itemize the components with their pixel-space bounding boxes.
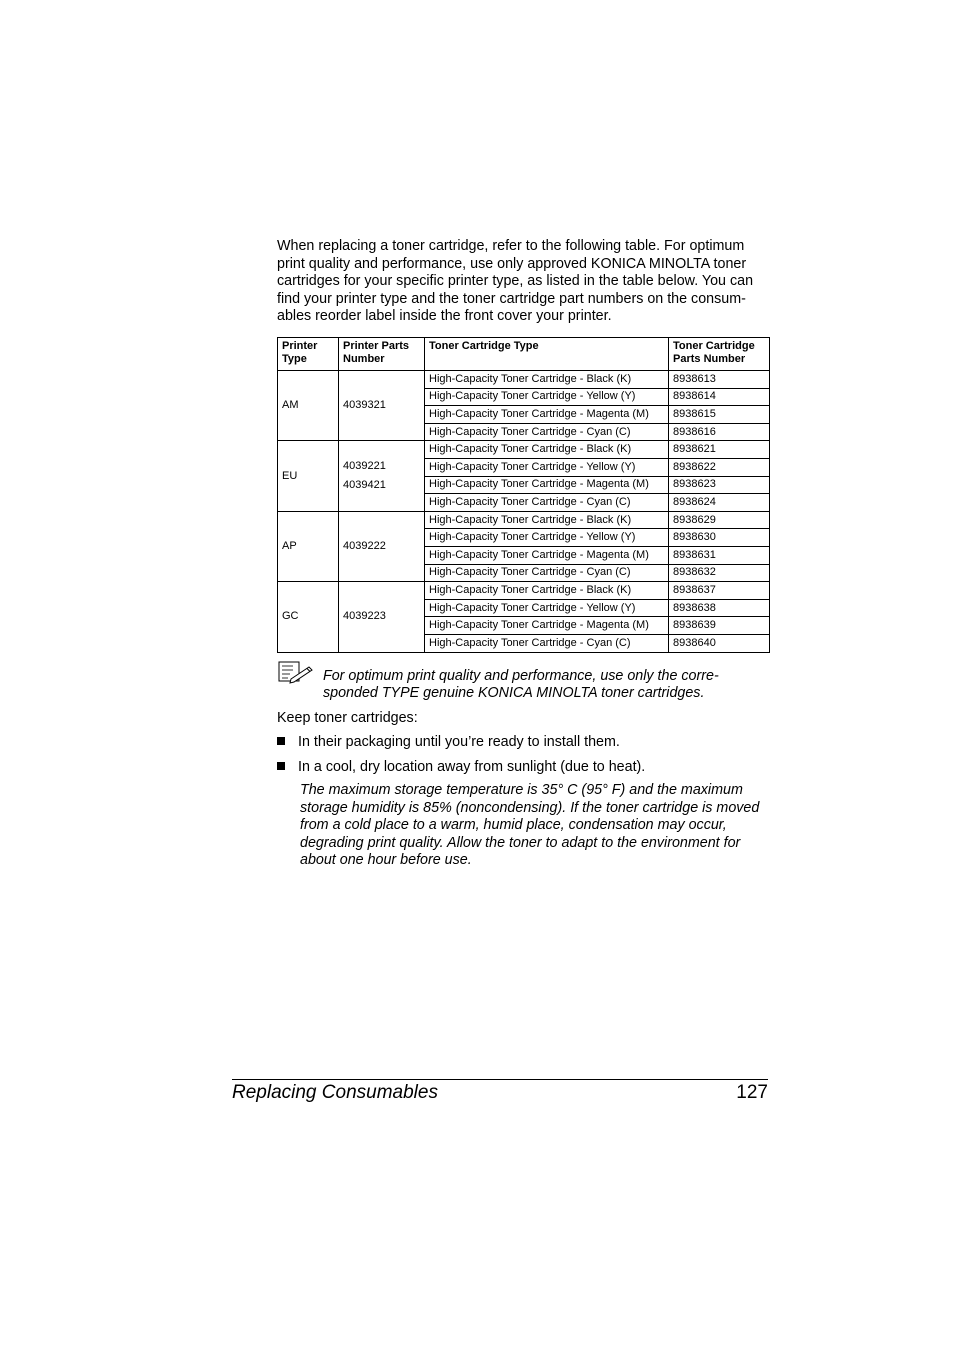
toner-cartridge-type-cell: High-Capacity Toner Cartridge - Magenta (M): [425, 617, 669, 635]
bullet-item: [277, 759, 645, 776]
toner-cartridge-part-number-cell: 8938614: [669, 388, 770, 406]
toner-cartridge-type-cell: High-Capacity Toner Cartridge - Yellow (Y): [425, 529, 669, 547]
toner-cartridge-type-cell: High-Capacity Toner Cartridge - Cyan (C): [425, 634, 669, 652]
storage-note: The maximum storage temperature is 35° C (95° F) and the maximum storage humidity is 85% (noncondensing). If the toner cartridge is moved from a cold place to a warm, humid place, condensation may occur, degrading print quality. Allow the toner to adapt to the environment for about one hour before use.: [300, 782, 760, 868]
printer-parts-number: 4039221: [343, 460, 386, 473]
footer-page-number: 127: [736, 1082, 768, 1103]
table-header-row: [278, 338, 770, 371]
printer-parts-number-cell: [339, 582, 425, 652]
printer-parts-number: 4039421: [343, 479, 386, 492]
printer-parts-number-cell: [339, 371, 425, 441]
toner-cartridge-type-cell: High-Capacity Toner Cartridge - Magenta (M): [425, 406, 669, 424]
table-row: [278, 441, 770, 459]
toner-cartridge-part-number-cell: 8938622: [669, 458, 770, 476]
intro-paragraph: When replacing a toner cartridge, refer to the following table. For optimum print quality and performance, use only approved KONICA MINOLTA toner cartridges for your specific printer type, as listed in the table below. You can find your printer type and the toner cartridge part numbers on the consum-ables reorder label inside the front cover your printer.: [277, 238, 754, 325]
toner-cartridge-part-number-cell: 8938615: [669, 406, 770, 424]
toner-cartridge-part-number-cell: 8938623: [669, 476, 770, 494]
toner-cartridge-part-number-cell: 8938621: [669, 441, 770, 459]
keep-heading: Keep toner cartridges:: [277, 710, 418, 726]
bullet-item: [277, 734, 620, 751]
toner-cartridge-part-number-cell: 8938632: [669, 564, 770, 582]
toner-cartridge-part-number-cell: 8938629: [669, 511, 770, 529]
table-row: [278, 371, 770, 389]
toner-cartridge-type-cell: High-Capacity Toner Cartridge - Cyan (C): [425, 564, 669, 582]
toner-cartridge-type-cell: High-Capacity Toner Cartridge - Yellow (Y): [425, 599, 669, 617]
toner-cartridge-type-cell: High-Capacity Toner Cartridge - Black (K): [425, 582, 669, 600]
toner-cartridge-table: [277, 337, 770, 653]
table-body: [278, 371, 770, 653]
printer-parts-number: 4039223: [343, 610, 386, 623]
note-text: For optimum print quality and performance, use only the corre-sponded TYPE genuine KONICA MINOLTA toner cartridges.: [323, 668, 719, 702]
bullet-text: In their packaging until you’re ready to install them.: [298, 734, 620, 750]
toner-cartridge-part-number-cell: 8938640: [669, 634, 770, 652]
toner-cartridge-part-number-cell: 8938631: [669, 546, 770, 564]
note-pencil-icon: [278, 661, 314, 685]
printer-type-cell: GC: [278, 582, 339, 652]
toner-cartridge-part-number-cell: 8938624: [669, 494, 770, 512]
toner-cartridge-type-cell: High-Capacity Toner Cartridge - Yellow (Y): [425, 458, 669, 476]
printer-type-cell: AM: [278, 371, 339, 441]
toner-cartridge-part-number-cell: 8938638: [669, 599, 770, 617]
toner-cartridge-type-cell: High-Capacity Toner Cartridge - Black (K): [425, 511, 669, 529]
toner-cartridge-type-cell: High-Capacity Toner Cartridge - Magenta (M): [425, 546, 669, 564]
bullet-text: In a cool, dry location away from sunlight (due to heat).: [298, 759, 646, 775]
header-toner-cartridge-parts-number: Toner Cartridge Parts Number: [669, 338, 770, 371]
table-row: [278, 511, 770, 529]
toner-cartridge-type-cell: High-Capacity Toner Cartridge - Black (K): [425, 371, 669, 389]
toner-cartridge-part-number-cell: 8938639: [669, 617, 770, 635]
toner-cartridge-type-cell: High-Capacity Toner Cartridge - Cyan (C): [425, 494, 669, 512]
toner-cartridge-type-cell: High-Capacity Toner Cartridge - Black (K): [425, 441, 669, 459]
header-printer-type: Printer Type: [278, 338, 339, 371]
table-row: [278, 582, 770, 600]
footer-divider: [232, 1079, 768, 1080]
printer-parts-number-cell: [339, 511, 425, 581]
footer-chapter-title: Replacing Consumables: [232, 1082, 438, 1103]
header-toner-cartridge-type: Toner Cartridge Type: [425, 338, 669, 371]
toner-cartridge-part-number-cell: 8938630: [669, 529, 770, 547]
square-bullet-icon: [277, 762, 285, 770]
toner-cartridge-part-number-cell: 8938613: [669, 371, 770, 389]
printer-parts-number: 4039222: [343, 539, 386, 552]
toner-cartridge-type-cell: High-Capacity Toner Cartridge - Magenta (M): [425, 476, 669, 494]
toner-cartridge-type-cell: High-Capacity Toner Cartridge - Cyan (C): [425, 423, 669, 441]
toner-cartridge-part-number-cell: 8938616: [669, 423, 770, 441]
printer-type-cell: EU: [278, 441, 339, 511]
header-printer-parts-number: Printer Parts Number: [339, 338, 425, 371]
toner-cartridge-type-cell: High-Capacity Toner Cartridge - Yellow (Y): [425, 388, 669, 406]
toner-cartridge-part-number-cell: 8938637: [669, 582, 770, 600]
printer-type-cell: AP: [278, 511, 339, 581]
printer-parts-number-cell: [339, 441, 425, 511]
printer-parts-number: 4039321: [343, 399, 386, 412]
square-bullet-icon: [277, 737, 285, 745]
